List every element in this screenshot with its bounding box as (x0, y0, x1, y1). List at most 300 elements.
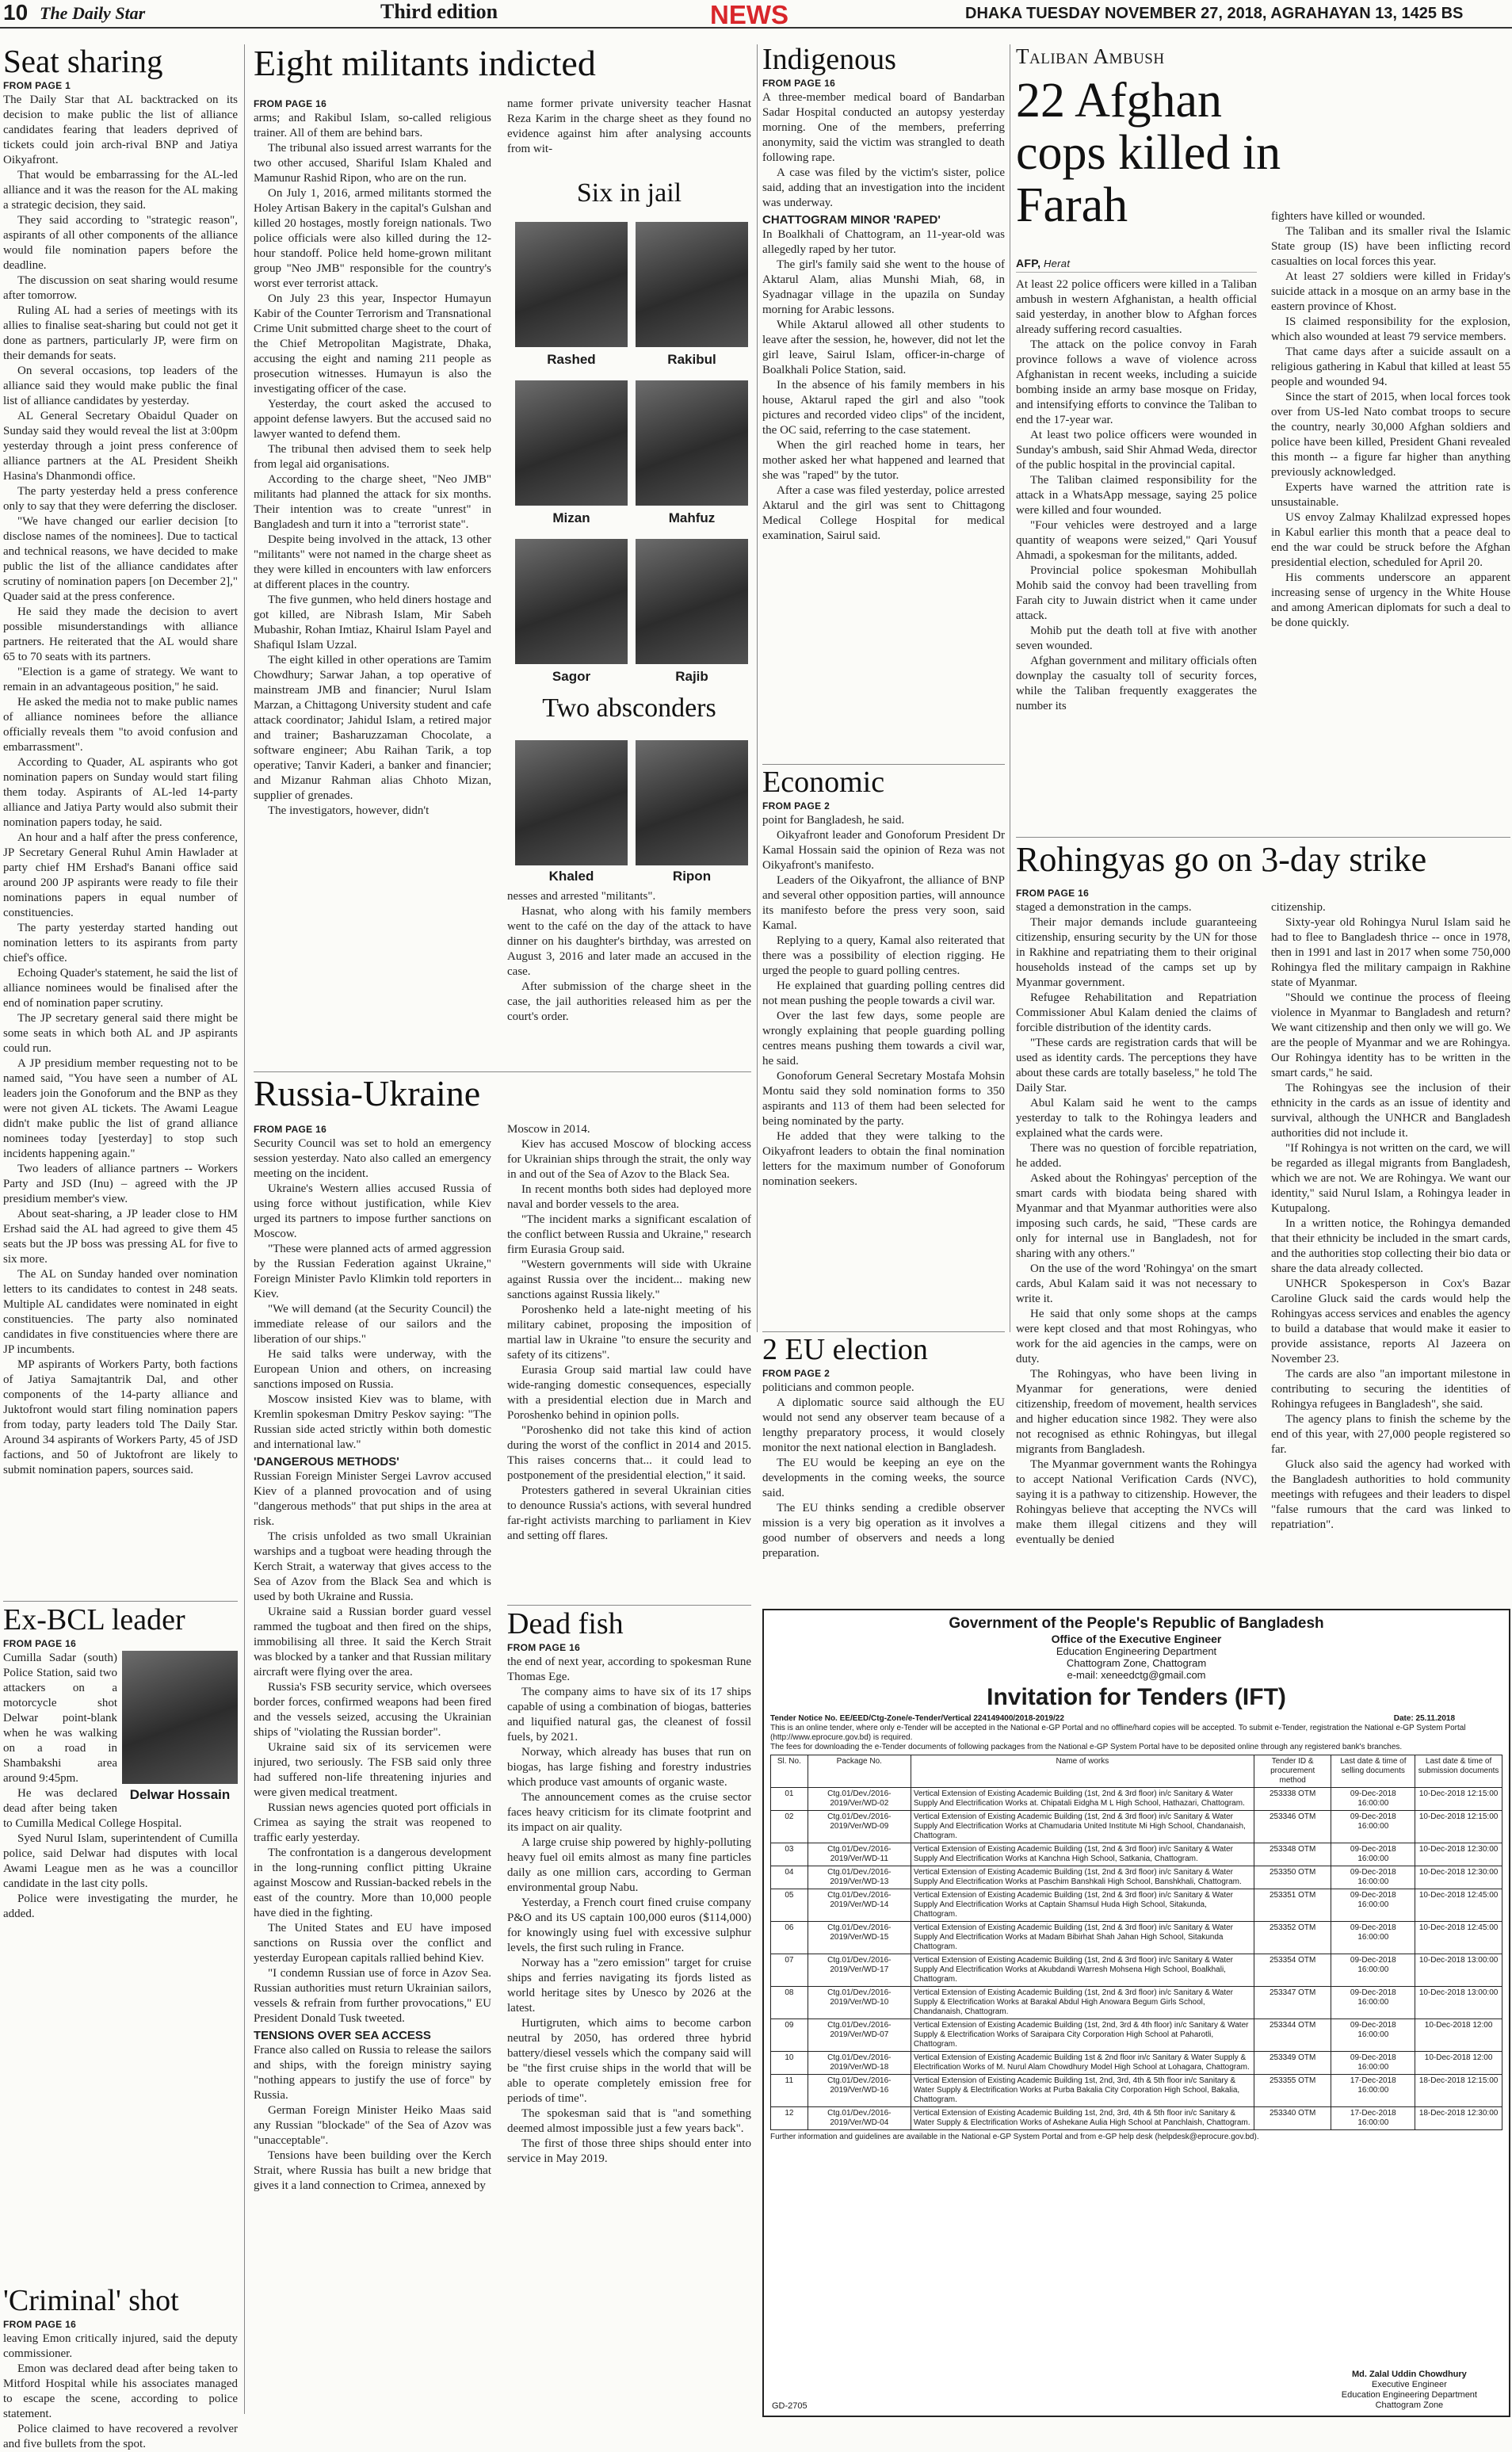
table-cell: Vertical Extension of Existing Academic Building (1st, 2nd, 3rd & 4th floor) in/c Sanitary & Water Supply & Electrification Works of Saraipara City Corporation High School at Paharotli, Chattogram. (911, 2019, 1254, 2052)
paragraph: "Election is a game of strategy. We want to remain in an advantageous position," he said. (3, 666, 238, 694)
table-cell: 07 (771, 1954, 808, 1987)
jump-line: FROM PAGE 16 (1016, 888, 1090, 899)
paragraph: He explained that guarding polling centres did not mean pushing the people towards a civil war. (762, 979, 1005, 1007)
paragraph: The company aims to have six of its 17 ships capable of using a combination of biogas, batteries and liquified natural gas, the cleanest of fossil fuels, by 2021. (507, 1685, 751, 1744)
headline: 'Criminal' shot (3, 2284, 179, 2317)
paragraph: Security Council was set to hold an emergency session yesterday. Nato also called an emergency meeting on the incident. (254, 1137, 491, 1180)
paragraph: Norway, which already has buses that run on biogas, has large fishing and forestry industries which produce vast amounts of organic waste. (507, 1745, 751, 1789)
paragraph: Refugee Rehabilitation and Repatriation Commissioner Abul Kalam denied the claims of forcible distribution of the identity cards. (1016, 991, 1257, 1034)
paragraph: The first of those three ships should enter into service in May 2019. (507, 2137, 751, 2165)
tender-table (770, 1755, 1502, 2130)
table-row (771, 1843, 1502, 1866)
table-cell: 02 (771, 1811, 808, 1843)
paragraph: Syed Nurul Islam, superintendent of Cumilla police, said Delwar had disputes with local Awami League men as he was a councillor candidate in the last city polls. (3, 1831, 238, 1890)
dateline: DHAKA TUESDAY NOVEMBER 27, 2018, AGRAHAYAN 13, 1425 BS (965, 5, 1464, 22)
article-body (3, 2332, 238, 2450)
photo-group-title: Six in jail (576, 178, 682, 208)
paragraph: The girl's family said she went to the house of Aktarul Alam, alias Munshi Miah, 68, in Syadnagar village in the upazila on Sunday morning for Arabic lessons. (762, 258, 1005, 316)
table-cell: 06 (771, 1922, 808, 1954)
paragraph: Replying to a query, Kamal also reiterated that there was a possibility of election rigging. He urged the people to guard polling centres. (762, 934, 1005, 977)
table-cell: Vertical Extension of Existing Academic Building 1st & 2nd floor in/c Sanitary & Water Supply & Electrification Works of M. Nurul Alam Chowdhury Model High School at Lohagara, Chattogram. (911, 2052, 1254, 2075)
paragraph: Moscow in 2014. (507, 1123, 590, 1136)
place: Herat (1043, 258, 1071, 269)
paragraph: A diplomatic source said although the EU would not send any observer team because of a lengthy preparatory process, it would closely monitor the next national election in Bangladesh. (762, 1396, 1005, 1454)
paragraph: Moscow insisted Kiev was to blame, with Kremlin spokesman Dmitry Peskov saying: "The Russian side acted strictly within both domestic and international law." (254, 1393, 491, 1451)
table-cell: 09-Dec-2018 16:00:00 (1331, 1811, 1415, 1843)
table-cell: Ctg.01/Dev./2016-2019/Ver/WD-11 (808, 1843, 911, 1866)
table-cell: 09 (771, 2019, 808, 2052)
page-number: 10 (3, 0, 29, 25)
table-cell: 01 (771, 1788, 808, 1811)
headline: Ex-BCL leader (3, 1603, 185, 1637)
table-cell: Ctg.01/Dev./2016-2019/Ver/WD-13 (808, 1866, 911, 1889)
section-divider (507, 1605, 751, 1606)
table-cell: 253348 OTM (1254, 1843, 1331, 1866)
photo-caption: Rashed (547, 352, 596, 367)
paragraph: After a case was filed yesterday, police arrested Aktarul and the girl was sent to Chittagong Medical College Hospital for medical examination, Sairul said. (762, 483, 1005, 542)
gov-title: Government of the People's Republic of Bangladesh (949, 1615, 1324, 1632)
paragraph: In the absence of his family members in his house, Aktarul raped the girl and also "took pictures and recorded video clips" of the incident, the OC said, referring to the case statement. (762, 378, 1005, 437)
tender-notice-no: Tender Notice No. EE/EED/Ctg-Zone/e-Tender/Vertical 224149400/2018-2019/22 (770, 1714, 1064, 1723)
paragraph: The party yesterday held a press conference only to say that they were deferring the discloser. (3, 485, 238, 514)
eu-election-article (762, 1335, 1005, 1650)
economic-article (762, 767, 1005, 1336)
paragraph: He said they made the decision to avert possible misunderstandings with alliance partners. He reiterated that the AL would share 65 to 70 seats with its partners. (3, 605, 238, 664)
table-cell: 253355 OTM (1254, 2075, 1331, 2107)
tender-title: Invitation for Tenders (IFT) (987, 1684, 1286, 1710)
criminal-shot-article (3, 2284, 238, 2450)
rohingya-strike-article (1016, 840, 1510, 1546)
headline: 22 Afghan cops killed in Farah (1016, 74, 1281, 232)
table-cell: Vertical Extension of Existing Academic Building (1st, 2nd & 3rd floor) in/c Sanitary & Water Supply & Electrification Works at Barakal Abdul High Anowara Begum Girls School, Chandanaish, Chattogram. (911, 1987, 1254, 2019)
paragraph: "Western governments will side with Ukraine against Russia over the incident... making new sanctions against Russia likely." (507, 1258, 751, 1301)
paragraph: His comments underscore an apparent increasing sense of urgency in the White House and among American diplomats for such a deal to be done quickly. (1271, 571, 1510, 629)
paragraph: The discussion on seat sharing would resume after tomorrow. (3, 274, 238, 303)
table-cell: 253351 OTM (1254, 1889, 1331, 1922)
paragraph: The tribunal then advised them to seek help from legal aid organisations. (254, 443, 491, 471)
table-cell: 05 (771, 1889, 808, 1922)
mugshot-photo (515, 380, 628, 506)
paragraph: Hurtigruten, which aims to become carbon neutral by 2050, has ordered three hybrid battery/diesel vessels which the company said will be "the first cruise ships in the world that will be able to operate completely emission free for periods of time". (507, 2016, 751, 2105)
tender-advertisement (762, 1609, 1510, 2417)
table-cell: 10-Dec-2018 12:00 (1415, 2019, 1502, 2052)
headline: Rohingyas go on 3-day strike (1016, 840, 1427, 879)
jump-line: FROM PAGE 16 (254, 1124, 327, 1135)
table-cell: 17-Dec-2018 16:00:00 (1331, 2075, 1415, 2107)
article-body (507, 1122, 751, 1617)
photo-caption: Khaled (548, 869, 594, 884)
section-divider (762, 764, 1005, 765)
column-header: Sl. No. (771, 1755, 808, 1788)
signature-block (1342, 2370, 1477, 2411)
paragraph: Ukraine's Western allies accused Russia of using force without justification, while Kiev urged its partners to impose further sanctions on Moscow. (254, 1182, 491, 1240)
paragraph: He asked the media not to make public names of alliance nominees before the alliance officially reveals them "to avoid confusion and embarrassment". (3, 696, 238, 754)
paragraph: Russia's FSB security service, which oversees border forces, confirmed weapons had been fired and the vessels seized, accusing the Ukrainian ships of "violating the Russian border". (254, 1681, 491, 1739)
paragraph: The investigators, however, didn't (268, 804, 430, 817)
paragraph: A JP presidium member requesting not to be named said, "You have seen a number of AL leaders join the Gonoforum and the BNP as they were not given AL tickets. The Awami League didn't make public the list of grand alliance nominees today [yesterday] to stop such incidents happening again." (3, 1057, 238, 1161)
jump-line: FROM PAGE 2 (762, 800, 830, 812)
table-cell: 17-Dec-2018 16:00:00 (1331, 2107, 1415, 2130)
paragraph: The announcement comes as the cruise sector faces heavy criticism for its climate footprint and its impact on air quality. (507, 1790, 751, 1834)
table-cell: 253346 OTM (1254, 1811, 1331, 1843)
paragraph: The agency plans to finish the scheme by the end of this year, with 27,000 people registered so far. (1271, 1413, 1510, 1456)
paragraph: fighters have killed or wounded. (1271, 210, 1426, 223)
column-divider (757, 44, 758, 1332)
table-cell: Vertical Extension of Existing Academic Building (1st, 2nd & 3rd floor) in/c Sanitary & Water Supply And Electrification Works at. Chipatali Eidgha M L High School, Hathazari, Chattogram. (911, 1788, 1254, 1811)
table-cell: Vertical Extension of Existing Academic Building 1st, 2nd, 3rd, 4th & 5th floor in/c Sanitary & Water Supply & Electrification Works at Purba Bakalia City Corporation High School, Bakalia, Chattogram. (911, 2075, 1254, 2107)
jump-line (1016, 257, 1257, 273)
paragraph: Mohib put the death toll at five with another seven wounded. (1016, 624, 1257, 652)
headline: Eight militants indicted (254, 43, 596, 83)
photo-caption: Mahfuz (668, 510, 716, 525)
paragraph: On July 23 this year, Inspector Humayun Kabir of the Counter Terrorism and Transnational Crime Unit submitted charge sheet to the court of the Chief Metropolitan Magistrate, Dhaka, accusing the eight and naming 211 people as prosecution witnesses. Humayun is also the investigating officer of the case. (254, 292, 491, 395)
table-cell: Vertical Extension of Existing Academic Building (1st, 2nd & 3rd floor) in/c Sanitary & Water Supply And Electrification Works at Akubdandi Warresh Mohsena High School, Boalkhali, Chattogram. (911, 1954, 1254, 1987)
department: Education Engineering Department (1056, 1645, 1217, 1657)
paragraph: At least 22 police officers were killed in a Taliban ambush in western Afghanistan, a health official said yesterday, in another blow to Afghan forces already suffering record casualties. (1016, 278, 1257, 336)
jump-line: FROM PAGE 1 (3, 80, 71, 92)
paragraph: On several occasions, top leaders of the alliance said they would make public the final list of alliance candidates by yesterday. (3, 365, 238, 408)
paragraph: Yesterday, the court asked the accused to appoint defense lawyers. But the accused said no lawyer wanted to defend them. (254, 398, 491, 441)
paragraph: Emon was declared dead after being taken to Mitford Hospital while his associates managed to escape the scene, according to police statement. (3, 2362, 238, 2420)
email: e-mail: xeneedctg@gmail.com (1067, 1669, 1206, 1681)
table-cell: Ctg.01/Dev./2016-2019/Ver/WD-02 (808, 1788, 911, 1811)
paragraph: name former private university teacher Hasnat Reza Karim in the charge sheet as they found no evidence against him after analysing accounts from wit- (507, 97, 751, 155)
table-cell: 10-Dec-2018 12:30:00 (1415, 1866, 1502, 1889)
article-body (3, 93, 238, 1587)
table-cell: 09-Dec-2018 16:00:00 (1331, 1922, 1415, 1954)
table-row (771, 1866, 1502, 1889)
afghan-cops-article (1016, 44, 1510, 837)
paragraph: At least two police officers were wounded in Sunday's ambush, said Shir Ahmad Weda, director of the public hospital in the provincial capital. (1016, 429, 1257, 472)
table-cell: 253352 OTM (1254, 1922, 1331, 1954)
paragraph: "If Rohingya is not written on the card, we will be regarded as illegal migrants from Bangladesh, which we are not. We are Rohingya. We want our identity," said Nurul Islam, a Rohingya leader in Kutupalong. (1271, 1142, 1510, 1215)
paragraph: politicians and common people. (762, 1381, 914, 1394)
table-cell: 09-Dec-2018 16:00:00 (1331, 1954, 1415, 1987)
table-row (771, 2075, 1502, 2107)
photo-caption: Delwar Hossain (129, 1786, 231, 1802)
paragraph: arms; and Rakibul Islam, so-called religious trainer. All of them are behind bars. (254, 112, 491, 139)
column-header: Name of works (911, 1755, 1254, 1788)
section-label: NEWS (710, 0, 788, 29)
paragraph: The cards are also "an important milestone in contributing to securing the identities of Rohingya refugees in Bangladesh", she said. (1271, 1368, 1510, 1411)
paragraph: point for Bangladesh, he said. (762, 813, 905, 827)
table-cell: Vertical Extension of Existing Academic Building 1st, 2nd, 3rd, 4th & 5th floor in/c Sanitary & Water Supply & Electrification Works of Ashekane Aulia High School at Panchlaish, Chattogram. (911, 2107, 1254, 2130)
photo-caption: Sagor (552, 669, 591, 684)
photo-caption: Ripon (672, 869, 712, 884)
ex-bcl-leader-article (3, 1601, 238, 1928)
paragraph: According to Quader, AL aspirants who got nomination papers on Sunday would start filing them today. Aspirants of AL-led 14-party alliance and Jatiya Party would also submit their nomination papers today, he said. (3, 756, 238, 830)
photo-caption: Rajib (675, 669, 708, 684)
paragraph: The Myanmar government wants the Rohingya to accept National Verification Cards (NVC), saying it is a pathway to citizenship. However, the Rohingyas believe that accepting the NVCs will make them illegal citizens and they will eventually be denied (1016, 1458, 1257, 1546)
paragraph: The party yesterday started handing out nomination letters to its aspirants from party chief's office. (3, 922, 238, 965)
table-cell: 09-Dec-2018 16:00:00 (1331, 1788, 1415, 1811)
paragraph: Ukraine said six of its servicemen were injured, two seriously. The FSB said only three had suffered non-life threatening injuries and were given medical treatment. (254, 1741, 491, 1799)
mugshot-photo (636, 740, 748, 865)
article-body (762, 813, 1005, 1336)
table-cell: 253354 OTM (1254, 1954, 1331, 1987)
paragraph: The EU would be keeping an eye on the developments in the coming weeks, the source said. (762, 1456, 1005, 1499)
table-cell: 10-Dec-2018 12:30:00 (1415, 1843, 1502, 1866)
table-cell: 10-Dec-2018 12:45:00 (1415, 1922, 1502, 1954)
paragraph: Police were investigating the murder, he added. (3, 1892, 238, 1920)
table-row (771, 1922, 1502, 1954)
table-cell: 09-Dec-2018 16:00:00 (1331, 2052, 1415, 2075)
table-cell: 253338 OTM (1254, 1788, 1331, 1811)
table-row (771, 1811, 1502, 1843)
subheading: 'DANGEROUS METHODS' (254, 1455, 399, 1469)
tender-date: Date: 25.11.2018 (1393, 1714, 1455, 1723)
table-cell: Ctg.01/Dev./2016-2019/Ver/WD-16 (808, 2075, 911, 2107)
paragraph: Over the last few days, some people are wrongly explaining that people guarding polling centres means pushing them towards a civil war, he said. (762, 1009, 1005, 1067)
table-cell: Ctg.01/Dev./2016-2019/Ver/WD-15 (808, 1922, 911, 1954)
table-row (771, 1788, 1502, 1811)
table-cell: 12 (771, 2107, 808, 2130)
paragraph: The tribunal also issued arrest warrants for the two other accused, Shariful Islam Khaled and Mamunur Rashid Ripon, who are on the run. (254, 142, 491, 185)
paragraph: Cumilla Sadar (south) Police Station, said two attackers on a motorcycle shot Delwar point-blank when he was walking on a road in Shambakshi area around 9:45pm. (3, 1651, 117, 1785)
table-cell: 04 (771, 1866, 808, 1889)
paragraph: Russian Foreign Minister Sergei Lavrov accused Kiev of a planned provocation and of using "dangerous methods" that put ships in the area at risk. (254, 1470, 491, 1528)
table-cell: 253340 OTM (1254, 2107, 1331, 2130)
jump-line: FROM PAGE 16 (3, 1637, 77, 1649)
paragraph: After submission of the charge sheet in the case, the jail authorities released him as per the court's order. (507, 980, 751, 1023)
column-divider (244, 44, 245, 2414)
article-body (1016, 900, 1257, 1546)
kicker: Taliban Ambush (1016, 44, 1165, 68)
office: Office of the Executive Engineer (1051, 1633, 1222, 1645)
table-cell: Ctg.01/Dev./2016-2019/Ver/WD-07 (808, 2019, 911, 2052)
paragraph: "Poroshenko did not take this kind of action during the worst of the conflict in 2014 and 2015. This raises concerns that... it could lead to postponement of the presidential election," it said. (507, 1424, 751, 1482)
subheading: CHATTOGRAM MINOR 'RAPED' (762, 212, 941, 227)
table-cell: 09-Dec-2018 16:00:00 (1331, 1889, 1415, 1922)
paragraph: On July 1, 2016, armed militants stormed the Holey Artisan Bakery in the capital's Gulshan and killed 20 hostages, mostly foreign nationals. Two police officials were also killed during the 12-hour standoff. Police held home-grown militant group "Neo JMB" responsible for the country's worst ever terrorist attack. (254, 187, 491, 290)
tender-rows (771, 1788, 1502, 2130)
tender-fees-note: The fees for downloading the e-Tender documents of following packages from the National e-GP System Portal have to be deposited online through any registered bank's branches. (770, 1743, 1403, 1751)
mugshot-photo (515, 740, 628, 865)
table-cell: 10-Dec-2018 13:00:00 (1415, 1954, 1502, 1987)
jump-line: FROM PAGE 2 (762, 1367, 830, 1379)
table-row (771, 2019, 1502, 2052)
headline: Dead fish (507, 1607, 624, 1640)
paper-name: The Daily Star (40, 3, 146, 23)
table-cell: 10-Dec-2018 12:45:00 (1415, 1889, 1502, 1922)
table-cell: 09-Dec-2018 16:00:00 (1331, 1987, 1415, 2019)
paragraph: The EU thinks sending a credible observer mission is a very big operation as it involves a good number of observers and needs a long preparation. (762, 1501, 1005, 1560)
paragraph: France also called on Russia to release the sailors and ships, with the foreign ministry saying "nothing appears to justify the use of force" by Russia. (254, 2044, 491, 2102)
paragraph: The five gunmen, who held diners hostage and got killed, are Nibrash Islam, Mir Sabeh Mubashir, Rohan Imtiaz, Khairul Islam Payel and Shafiqul Islam Uzzal. (254, 594, 491, 651)
paragraph: In recent months both sides had deployed more naval and border vessels to the area. (507, 1183, 751, 1211)
table-header-row (771, 1755, 1502, 1788)
paragraph: At least 27 soldiers were killed in Friday's suicide attack in a mosque on an army base in the eastern province of Khost. (1271, 270, 1510, 313)
paragraph: Russian news agencies quoted port officials in Crimea as saying the strait was reopened to traffic early yesterday. (254, 1801, 491, 1844)
paragraph: Yesterday, a French court fined cruise company P&O and its US captain 100,000 euros ($114,000) for knowingly using fuel with excessive sulphur levels, the first such ruling in France. (507, 1896, 751, 1954)
paragraph: "The incident marks a significant escalation of the conflict between Russia and Ukraine," research firm Eurasia Group said. (507, 1213, 751, 1256)
table-cell: 09-Dec-2018 16:00:00 (1331, 1843, 1415, 1866)
paragraph: Protesters gathered in several Ukrainian cities to denounce Russia's actions, with several hundred far-right activists marching to parliament in Kiev and setting off flares. (507, 1484, 751, 1542)
table-cell: 09-Dec-2018 16:00:00 (1331, 1866, 1415, 1889)
table-cell: Vertical Extension of Existing Academic Building (1st, 2nd & 3rd floor) in/c Sanitary & Water Supply And Electrification Works at Captain Shamsul Huda High School, Sitakunda, Chattogram. (911, 1889, 1254, 1922)
paragraph: The spokesman said that is "and something deemed almost impossible just a few years back". (507, 2106, 751, 2135)
article-body (762, 90, 1005, 772)
paragraph: The attack on the police convoy in Farah province follows a wave of violence across Afghanistan in recent weeks, including a suicide bombing inside an army base mosque on Friday, and intensifying efforts to convince the Taliban to end the 17-year war. (1016, 338, 1257, 426)
paragraph: Ukraine said a Russian border guard vessel rammed the tugboat and then fired on the ships, immobilising all three. It said the Kerch Strait was blocked by a tanker and that Russian military aircraft were flying over the area. (254, 1606, 491, 1679)
paragraph: Their major demands include guaranteeing citizenship, ensuring security by the UN for those in Rakhine and repatriating them to their original households instead of the camps set up by Myanmar government. (1016, 916, 1257, 989)
paragraph: Poroshenko held a late-night meeting of his military cabinet, proposing the imposition of martial law in Ukraine "to ensure the security and safety of its citizens". (507, 1304, 751, 1362)
photo-group-title: Two absconders (542, 693, 716, 723)
article-body (1271, 900, 1510, 1531)
paragraph: The crisis unfolded as two small Ukrainian warships and a tugboat were heading through the Kerch Strait, a waterway that gives access to the Sea of Azov from the Black Sea and which is used by both Ukraine and Russia. (254, 1530, 491, 1603)
paragraph: Tensions have been building over the Kerch Strait, where Russia has built a new bridge that gives it a land connection to Crimea, annexed by (254, 2149, 491, 2192)
mugshot-photo (515, 539, 628, 664)
paragraph: They said according to "strategic reason", aspirants of all other components of the alliance would file nomination papers before the deadline. (3, 214, 238, 273)
paragraph: Provincial police spokesman Mohibullah Mohib said the convoy had been travelling from Farah city to Juwain district when it came under attack. (1016, 564, 1257, 622)
paragraph: "I condemn Russian use of force in Azov Sea. Russian authorities must return Ukrainian sailors, vessels & refrain from further provocations," EU President Donald Tusk tweeted. (254, 1967, 491, 2025)
paragraph: Eurasia Group said martial law could have wide-ranging domestic consequences, especially with a presidential election due in March and Poroshenko behind in opinion polls. (507, 1364, 751, 1422)
paragraph: Echoing Quader's statement, he said the list of alliance nominees would be finalised after the end of nomination paper scrutiny. (3, 967, 238, 1010)
headline: Indigenous (762, 43, 896, 76)
tender-instructions: This is an online tender, where only e-Tender will be accepted in the National e-GP Portal and no offline/hard copies will be accepted. To submit e-Tender, registration the National e-GP System Portal (http://www.eprocure.gov.bd) is required. (770, 1724, 1466, 1742)
signer-title: Executive Engineer (1371, 2380, 1447, 2389)
wire-source: AFP, (1016, 257, 1041, 269)
headline: Russia-Ukraine (254, 1073, 481, 1113)
gd-number: GD-2705 (772, 2401, 808, 2411)
paragraph: An hour and a half after the press conference, JP Secretary General Ruhul Amin Hawlader at party chief HM Ershad's Banani office said around 200 JP aspirants were ready to file their nominations papers in equal number of constituencies. (3, 831, 238, 920)
table-cell: 253347 OTM (1254, 1987, 1331, 2019)
paragraph: There was no question of forcible repatriation, he added. (1016, 1142, 1257, 1170)
paragraph: Kiev has accused Moscow of blocking access for Ukrainian ships through the strait, the only way in and out of the Sea of Azov to the Black Sea. (507, 1138, 751, 1181)
jump-line: FROM PAGE 16 (254, 98, 327, 109)
table-cell: 10-Dec-2018 12:15:00 (1415, 1811, 1502, 1843)
paragraph: Despite being involved in the attack, 13 other "militants" were not named in the charge sheet as they were killed in encounters with law enforcers at different places in the country. (254, 533, 491, 591)
table-cell: Ctg.01/Dev./2016-2019/Ver/WD-18 (808, 2052, 911, 2075)
table-cell: Vertical Extension of Existing Academic Building (1st, 2nd & 3rd floor) in/c Sanitary & Water Supply And Electrification Works at Kanchna High School, Satkania, Chattogram. (911, 1843, 1254, 1866)
paragraph: leaving Emon critically injured, said the deputy commissioner. (3, 2332, 238, 2360)
table-cell: 11 (771, 2075, 808, 2107)
column-header: Last date & time of submission documents (1415, 1755, 1502, 1788)
paragraph: citizenship. (1271, 901, 1326, 914)
paragraph: A three-member medical board of Bandarban Sadar Hospital conducted an autopsy yesterday morning. One of the members, preferring anonymity, said the victim was strangled to death following rape. (762, 90, 1005, 164)
paragraph: "These cards are registration cards that will be used as identity cards. The perceptions they have about these cards are totally baseless," he told The Daily Star. (1016, 1037, 1257, 1094)
article-body (507, 889, 751, 1078)
paragraph: Since the start of 2015, when local forces took over from US-led Nato combat troops to secure the country, nearly 30,000 Afghan soldiers and police have been killed, President Ghani revealed this month -- a figure far higher than anything previously acknowledged. (1271, 391, 1510, 479)
paragraph: Hasnat, who along with his family members went to the café on the day of the attack to have dinner on his daughter's birthday, was arrested on August 3, 2016 and later made an accused in the case. (507, 905, 751, 978)
table-cell: 253349 OTM (1254, 2052, 1331, 2075)
paragraph: In Boalkhali of Chattogram, an 11-year-old was allegedly raped by her tutor. (762, 227, 1005, 256)
paragraph: The Rohingyas, who have been living in Myanmar for generations, were denied citizenship, freedom of movement, health services and higher education since 1982. They were also not recognised as ethnic Rohingyas, but illegal migrants from Bangladesh. (1016, 1368, 1257, 1456)
paragraph: A large cruise ship powered by highly-polluting heavy fuel oil emits almost as many fine particles daily as one million cars, according to German environmental group Nabu. (507, 1835, 751, 1894)
portrait-photo (122, 1651, 238, 1784)
paragraph: Abul Kalam said he went to the camps yesterday to talk to the Rohingya leaders and explained what the cards were. (1016, 1097, 1257, 1140)
table-cell: 10-Dec-2018 13:00:00 (1415, 1987, 1502, 2019)
paragraph: IS claimed responsibility for the explosion, which also wounded at least 79 service members. (1271, 315, 1510, 343)
article-body (1016, 277, 1257, 840)
paragraph: "We have changed our earlier decision [to disclose names of the nominees]. Due to tactical and technical reasons, we have decided to make public the list of the alliance candidates after scrutiny of nomination papers [on December 2]," Quader said at the press conference. (3, 515, 238, 604)
paragraph: Sixty-year old Rohingya Nurul Islam said he had to flee to Bangladesh thrice -- once in 1978, then in 1991 and last in 2017 when some 750,000 Rohingya fled the military campaign in Rakhine state of Myanmar. (1271, 916, 1510, 989)
table-cell: Vertical Extension of Existing Academic Building (1st, 2nd & 3rd floor) in/c Sanitary & Water Supply And Electrification Works at Madam Bibirhat Shah Jahan High School, Sitakunda Chattogram. (911, 1922, 1254, 1954)
table-row (771, 1954, 1502, 1987)
paragraph: The JP secretary general said there might be some seats in which both AL and JP aspirants could run. (3, 1012, 238, 1056)
paragraph: nesses and arrested "militants". (507, 890, 656, 903)
paragraph: The confrontation is a dangerous development in the long-running conflict pitting Ukraine against Moscow and Russian-backed rebels in the east of the country. More than 10,000 people have died in the fighting. (254, 1847, 491, 1919)
subheading: TENSIONS OVER SEA ACCESS (254, 2029, 431, 2042)
paragraph: AL General Secretary Obaidul Quader on Sunday said they would reveal the list at 3:00pm yesterday through a joint press conference of alliance partners at the AL President Sheikh Hasina's Dhanmondi office. (3, 410, 238, 483)
paragraph: On the use of the word 'Rohingya' on the smart cards, Abul Kalam said it was not necessary to write it. (1016, 1262, 1257, 1305)
table-cell: Ctg.01/Dev./2016-2019/Ver/WD-04 (808, 2107, 911, 2130)
paragraph: The Daily Star that AL backtracked on its decision to make public the list of alliance candidates fearing that leaders deprived of tickets could join arch-rival BNP and Jatiya Oikyafront. (3, 94, 238, 167)
table-cell: 253344 OTM (1254, 2019, 1331, 2052)
paragraph: The AL on Sunday handed over nomination letters to its candidates to contest in 248 seats. Multiple AL candidates were nominated in eight constituencies. The party also nominated candidates in five constituencies where there are JP incumbents. (3, 1268, 238, 1357)
paragraph: He was declared dead after being taken to Cumilla Medical College Hospital. (3, 1786, 182, 1830)
paragraph: He said talks were underway, with the European Union and others, on increasing sanctions imposed on Russia. (254, 1348, 491, 1391)
paragraph: Leaders of the Oikyafront, the alliance of BNP and several other opposition parties, will announce its manifesto before the press very soon, said Kamal. (762, 873, 1005, 932)
paragraph: Ruling AL had a series of meetings with its allies to finalise seat-sharing but could not get it done as partners, particularly JP, were firm on their demands for seats. (3, 304, 238, 363)
footer-note: Further information and guidelines are available in the National e-GP System Portal and from e-GP help desk (helpdesk@eprocure.gov.bd). (770, 2133, 1259, 2141)
paragraph: That would be embarrassing for the AL-led alliance and it was the reason for the AL making a strategic decision, they said. (3, 169, 238, 212)
jump-line: FROM PAGE 16 (507, 1641, 581, 1653)
paragraph: The eight killed in other operations are Tamim Chowdhury; Sarwar Jahan, a top operative of mainstream JMB and financier; Nurul Islam Marzan, a Chittagong University student and cafe attack coordinator; Jahidul Islam, a retired major and trainer; Basharuzzaman Chocolate, a software engineer; Abu Raihan Tarik, a top operative; Tanvir Kaderi, a banker and financier; and Mizanur Rahman alias Chhoto Mizan, supplier of grenades. (254, 654, 491, 802)
paragraph: US envoy Zalmay Khalilzad expressed hopes in Kabul earlier this month that a peace deal to end the war could be struck before the Afghan presidential election, scheduled for April 20. (1271, 511, 1510, 569)
paragraph: About seat-sharing, a JP leader close to HM Ershad said the AL had agreed to give them 45 seats but the JP boss was pressing AL for five to six more. (3, 1208, 238, 1266)
article-body (507, 1655, 751, 2416)
dead-fish-article (507, 1609, 751, 2416)
table-cell: 10-Dec-2018 12:15:00 (1415, 1788, 1502, 1811)
paragraph: He said that only some shops at the camps were kept closed and that most Rohingyas, who work for the aid agencies in the camps, were on duty. (1016, 1308, 1257, 1365)
section-divider (254, 1071, 751, 1072)
headline: Economic (762, 766, 885, 799)
table-cell: Ctg.01/Dev./2016-2019/Ver/WD-14 (808, 1889, 911, 1922)
paragraph: Gonoforum General Secretary Mostafa Mohsin Montu said they sold nomination forms to 350 aspirants and 113 of them had been selected for being nominated by the party. (762, 1069, 1005, 1128)
article-body (507, 97, 751, 160)
paragraph: staged a demonstration in the camps. (1016, 901, 1192, 914)
paragraph: "Should we continue the process of fleeing violence in Myanmar to Bangladesh and return? We want citizenship and then only we will go. We are the people of Myanmar and we are Rohingya. Our Rohingya identity has to be written in the smart cards," he said. (1271, 991, 1510, 1079)
table-cell: Ctg.01/Dev./2016-2019/Ver/WD-09 (808, 1811, 911, 1843)
signer-zone: Chattogram Zone (1375, 2400, 1444, 2410)
table-cell: Vertical Extension of Existing Academic Building (1st, 2nd & 3rd floor) in/c Sanitary & Water Supply And Electrification Works at Paschim Banshkali High School, Banshkhali, Chattogram. (911, 1866, 1254, 1889)
paragraph: MP aspirants of Workers Party, both factions of Jatiya Samajtantrik Dal, and other components of the 14-party alliance and Juktofront would start filing nomination papers from today, party leaders told The Daily Star. Around 34 aspirants of Workers Party, 45 of JSD factions, and 50 of Juktofront are likely to submit nomination papers, sources said. (3, 1358, 238, 1477)
table-row (771, 1987, 1502, 2019)
table-cell: 08 (771, 1987, 808, 2019)
mugshot-photo (515, 222, 628, 347)
paragraph: Oikyafront leader and Gonoforum President Dr Kamal Hossain said the opinion of Reza was not Oikyafront's manifesto. (762, 828, 1005, 872)
paragraph: Asked about the Rohingyas' perception of the smart cards with biodata being shared with Myanmar and that Myanmar authorities were also imposing such cards, he said, "These cards are only for internal use in Bangladesh, not for sharing with any others." (1016, 1172, 1257, 1260)
article-body (254, 1136, 491, 2416)
jump-line: FROM PAGE 16 (762, 77, 836, 89)
article-body (254, 111, 491, 1078)
table-row (771, 2052, 1502, 2075)
signer-dept: Education Engineering Department (1341, 2390, 1477, 2400)
paragraph: Police claimed to have recovered a revolver and five bullets from the spot. (3, 2422, 238, 2450)
paragraph: UNHCR Spokesperson in Cox's Bazar Caroline Gluck said the cards would help the Rohingyas access services and enables the agency to build a database that would make it easier to provide assistance, reports Al Jazeera on November 23. (1271, 1278, 1510, 1365)
paragraph: The United States and EU have imposed sanctions on Russia over the conflict and yesterday European capitals rallied behind Kiev. (254, 1922, 491, 1965)
table-cell: 10 (771, 2052, 808, 2075)
seat-sharing-article (3, 44, 238, 1587)
paragraph: He added that they were talking to the Oikyafront leaders to obtain the final nomination letters for the maximum number of Gonoforum nomination seekers. (762, 1129, 1005, 1188)
section-divider (762, 1331, 1005, 1332)
article-body (1271, 209, 1510, 823)
paragraph: Experts have warned the attrition rate is unsustainable. (1271, 481, 1510, 509)
paragraph: German Foreign Minister Heiko Maas said any Russian "blockade" of the Sea of Azov was "unacceptable". (254, 2104, 491, 2147)
table-cell: 03 (771, 1843, 808, 1866)
paragraph: "We will demand (at the Security Council) the immediate release of our sailors and the liberation of our ships." (254, 1303, 491, 1346)
table-cell: Ctg.01/Dev./2016-2019/Ver/WD-10 (808, 1987, 911, 2019)
paragraph: "Four vehicles were destroyed and a large quantity of weapons were seized," Qari Yousuf Ahmadi, a spokesman for the militants, added. (1016, 519, 1257, 562)
table-cell: 253350 OTM (1254, 1866, 1331, 1889)
paragraph: While Aktarul allowed all other students to leave after the session, he, however, did not let the girl leave, Sairul Islam, officer-in-charge of Boalkhali Police Station, said. (762, 318, 1005, 376)
column-header: Last date & time of selling documents (1331, 1755, 1415, 1788)
headline: 2 EU election (762, 1333, 928, 1366)
table-cell: Vertical Extension of Existing Academic Building (1st, 2nd & 3rd floor) in/c Sanitary & Water Supply And Electrification Works at Chamudaria United Institute Mi High School, Chandanaish, Chattogram. (911, 1811, 1254, 1843)
section-divider (1016, 837, 1510, 838)
photo-caption: Mizan (552, 510, 590, 525)
